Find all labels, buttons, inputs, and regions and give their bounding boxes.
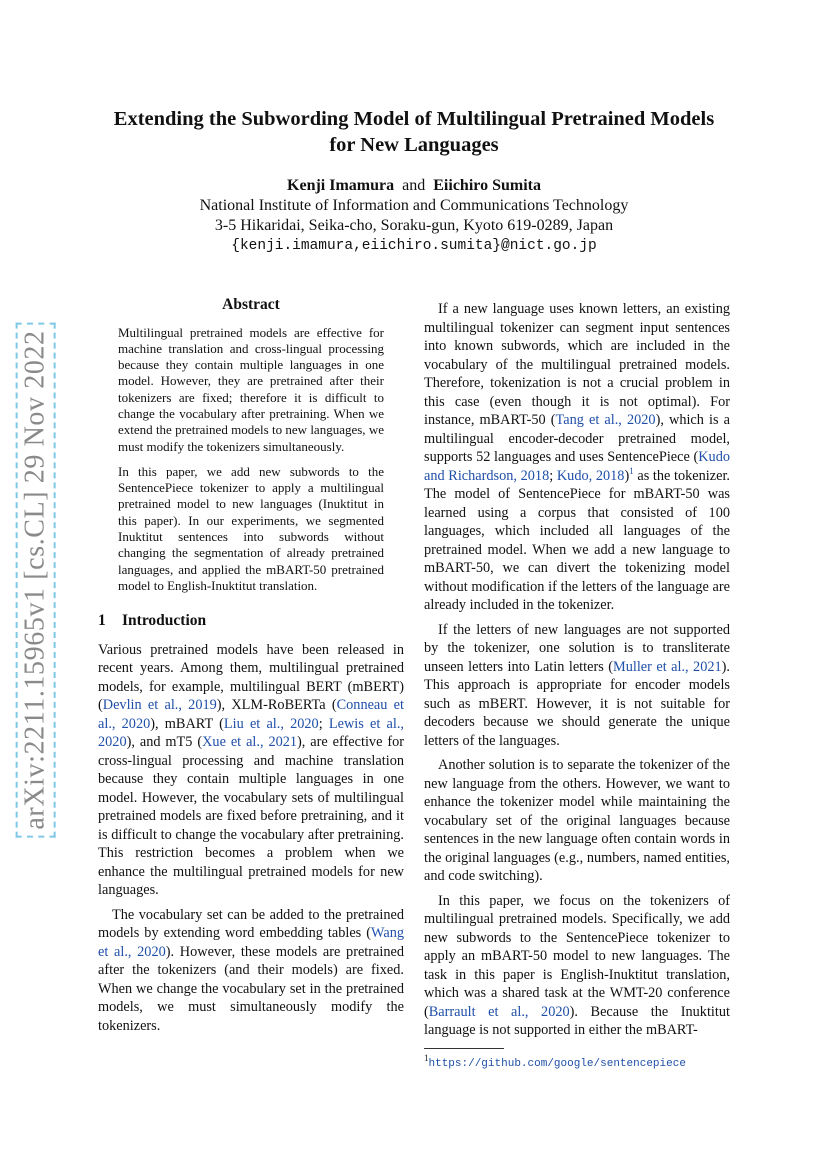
author-2: Eiichiro Sumita — [433, 177, 541, 194]
paragraph-text: ) — [624, 467, 630, 484]
abstract-heading: Abstract — [222, 296, 280, 313]
citation-link[interactable]: Conneau et al., 2020 — [98, 697, 404, 732]
footnote-url[interactable]: https://github.com/google/sentencepiece — [428, 1057, 686, 1070]
body-paragraph — [98, 906, 404, 1036]
citation-link[interactable]: Wang et al., 2020 — [98, 925, 404, 960]
right-column — [424, 300, 730, 1071]
paragraph-text: If the letters of new languages are not supported by the tokenizer, one solution is to transliterate unseen letters into Latin letters ( — [424, 621, 730, 675]
citation-link[interactable]: Tang et al., 2020 — [555, 412, 656, 428]
arxiv-id: arXiv:2211.15965v1 [cs.CL] 29 Nov 2022 — [16, 322, 56, 837]
body-paragraph: Another solution is to separate the tokenizer of the new language from the others. However, we want to enhance the tokenizer model while maintaining the vocabulary set of the original languages because sentences in the new language often contain words in the original languages (e.g., numbers, named entities, and code switching). — [424, 757, 730, 884]
paragraph-text: ). Because the Inuktitut language is not supported in either the mBART- — [424, 1003, 730, 1038]
paragraph-text: ; — [318, 715, 329, 732]
abstract-paragraph: Multilingual pretrained models are effective for machine translation and cross-lingual processing because they contain multiple languages in one model. However, they are pretrained after their tokenizers are fixed; therefore it is difficult to change the vocabulary after pretraining. When we extend the pretrained models to new languages, we must modify the tokenizers simultaneously. — [118, 324, 384, 454]
abstract-paragraph: In this paper, we add new subwords to the SentencePiece tokenizer to apply a multilingual pretrained model to new languages (Inuktitut in this paper). In our experiments, we segmented Inuktitut sentences into subwords without changing the segmentation of already pretrained languages, and applied the mBART-50 pretrained model to English-Inuktitut translation. — [118, 463, 384, 593]
abstract — [98, 325, 404, 595]
footnote-number: 1 — [424, 1052, 429, 1063]
citation-link[interactable]: Lewis et al., 2020 — [98, 715, 405, 751]
paragraph-text: ), and mT5 ( — [126, 734, 203, 751]
paragraph-text: ), which is a multilingual encoder-decoder pretrained model, supports 52 languages and uses SentencePiece ( — [424, 412, 730, 465]
left-column — [98, 296, 404, 1035]
paragraph-text: The vocabulary set can be added to the pretrained models by extending word embedding tables ( — [98, 906, 404, 942]
paragraph-text: ), mBART ( — [150, 715, 224, 732]
paragraph-text: as the tokenizer. The model of SentencePiece for mBART-50 was learned using a corpus that consisted of 100 languages, which included all languages of the pretrained model. When we add a new language to mBART-50, we can divert the tokenizing model without modification if the letters of the language are already included in the tokenizer. — [424, 467, 731, 613]
citation-link[interactable]: Liu et al., 2020 — [223, 715, 319, 732]
footnote — [424, 1052, 730, 1071]
paragraph-text: In this paper, we focus on the tokenizers of multilingual pretrained models. Specifically, we add new subwords to the SentencePiece tokenizer to apply an mBART-50 model to new languages. The task in this paper is English-Inuktitut translation, which was a shared task at the WMT-20 conference ( — [424, 892, 730, 1020]
author-conjunction: and — [402, 177, 426, 194]
paragraph-text: ), XLM-RoBERTa ( — [216, 697, 337, 714]
footnote-divider — [424, 1048, 504, 1049]
body-paragraph — [424, 300, 730, 615]
paragraph-text: Various pretrained models have been released in recent years. Among them, multilingual pretrained models, for example, multilingual BERT (mBERT) ( — [98, 641, 404, 714]
paragraph-text: ). However, these models are pretrained after the tokenizers (and their models) are fixed. When we change the vocabulary set in the pretrained models, we must simultaneously modify the tokenizers. — [98, 943, 404, 1034]
citation-link[interactable]: Kudo and Richardson, 2018 — [424, 449, 730, 484]
author-1: Kenji Imamura — [287, 177, 395, 194]
paper-title: Extending the Subwording Model of Multilingual Pretrained Models for New Languages — [113, 108, 715, 156]
author-names — [100, 176, 728, 196]
author-block — [100, 176, 728, 256]
section-number: 1 — [98, 612, 106, 630]
affiliation: National Institute of Information and Communications Technology — [199, 197, 629, 214]
section-heading — [98, 612, 404, 631]
paragraph-text: ; — [549, 467, 557, 484]
footnote-marker[interactable]: 1 — [629, 465, 634, 476]
address: 3-5 Hikaridai, Seika-cho, Soraku-gun, Kyoto 619-0289, Japan — [214, 217, 614, 234]
citation-link[interactable]: Xue et al., 2021 — [202, 734, 298, 751]
paragraph-text: If a new language uses known letters, an existing multilingual tokenizer can segment input sentences into known subwords, which are included in the vocabulary of the multilingual pretrained models. Therefore, tokenization is not a crucial problem in this case (even though it is not optimal). For instance, mBART-50 ( — [424, 301, 730, 428]
citation-link[interactable]: Barrault et al., 2020 — [428, 1003, 570, 1020]
citation-link[interactable]: Kudo, 2018 — [556, 467, 625, 484]
paragraph-text: ), are effective for cross-lingual processing and machine translation because they contain multiple languages in one model. However, the vocabulary sets of multilingual pretrained models are fixed before pretraining, and it is difficult to change the vocabulary after pretraining. This restriction becomes a problem when we enhance the multilingual pretrained models for new languages. — [98, 734, 404, 899]
arxiv-stamp — [14, 320, 58, 840]
paragraph-text: ). This approach is appropriate for encoder models such as mBERT. However, it is not suitable for decoders because we should generate the unique letters of the languages. — [424, 658, 730, 749]
body-paragraph — [424, 892, 730, 1040]
body-paragraph — [98, 641, 404, 900]
section-title: Introduction — [122, 612, 207, 630]
body-paragraph — [424, 621, 730, 751]
citation-link[interactable]: Devlin et al., 2019 — [102, 697, 217, 714]
email: {kenji.imamura,eiichiro.sumita}@nict.go.jp — [231, 238, 597, 254]
citation-link[interactable]: Muller et al., 2021 — [613, 658, 722, 675]
